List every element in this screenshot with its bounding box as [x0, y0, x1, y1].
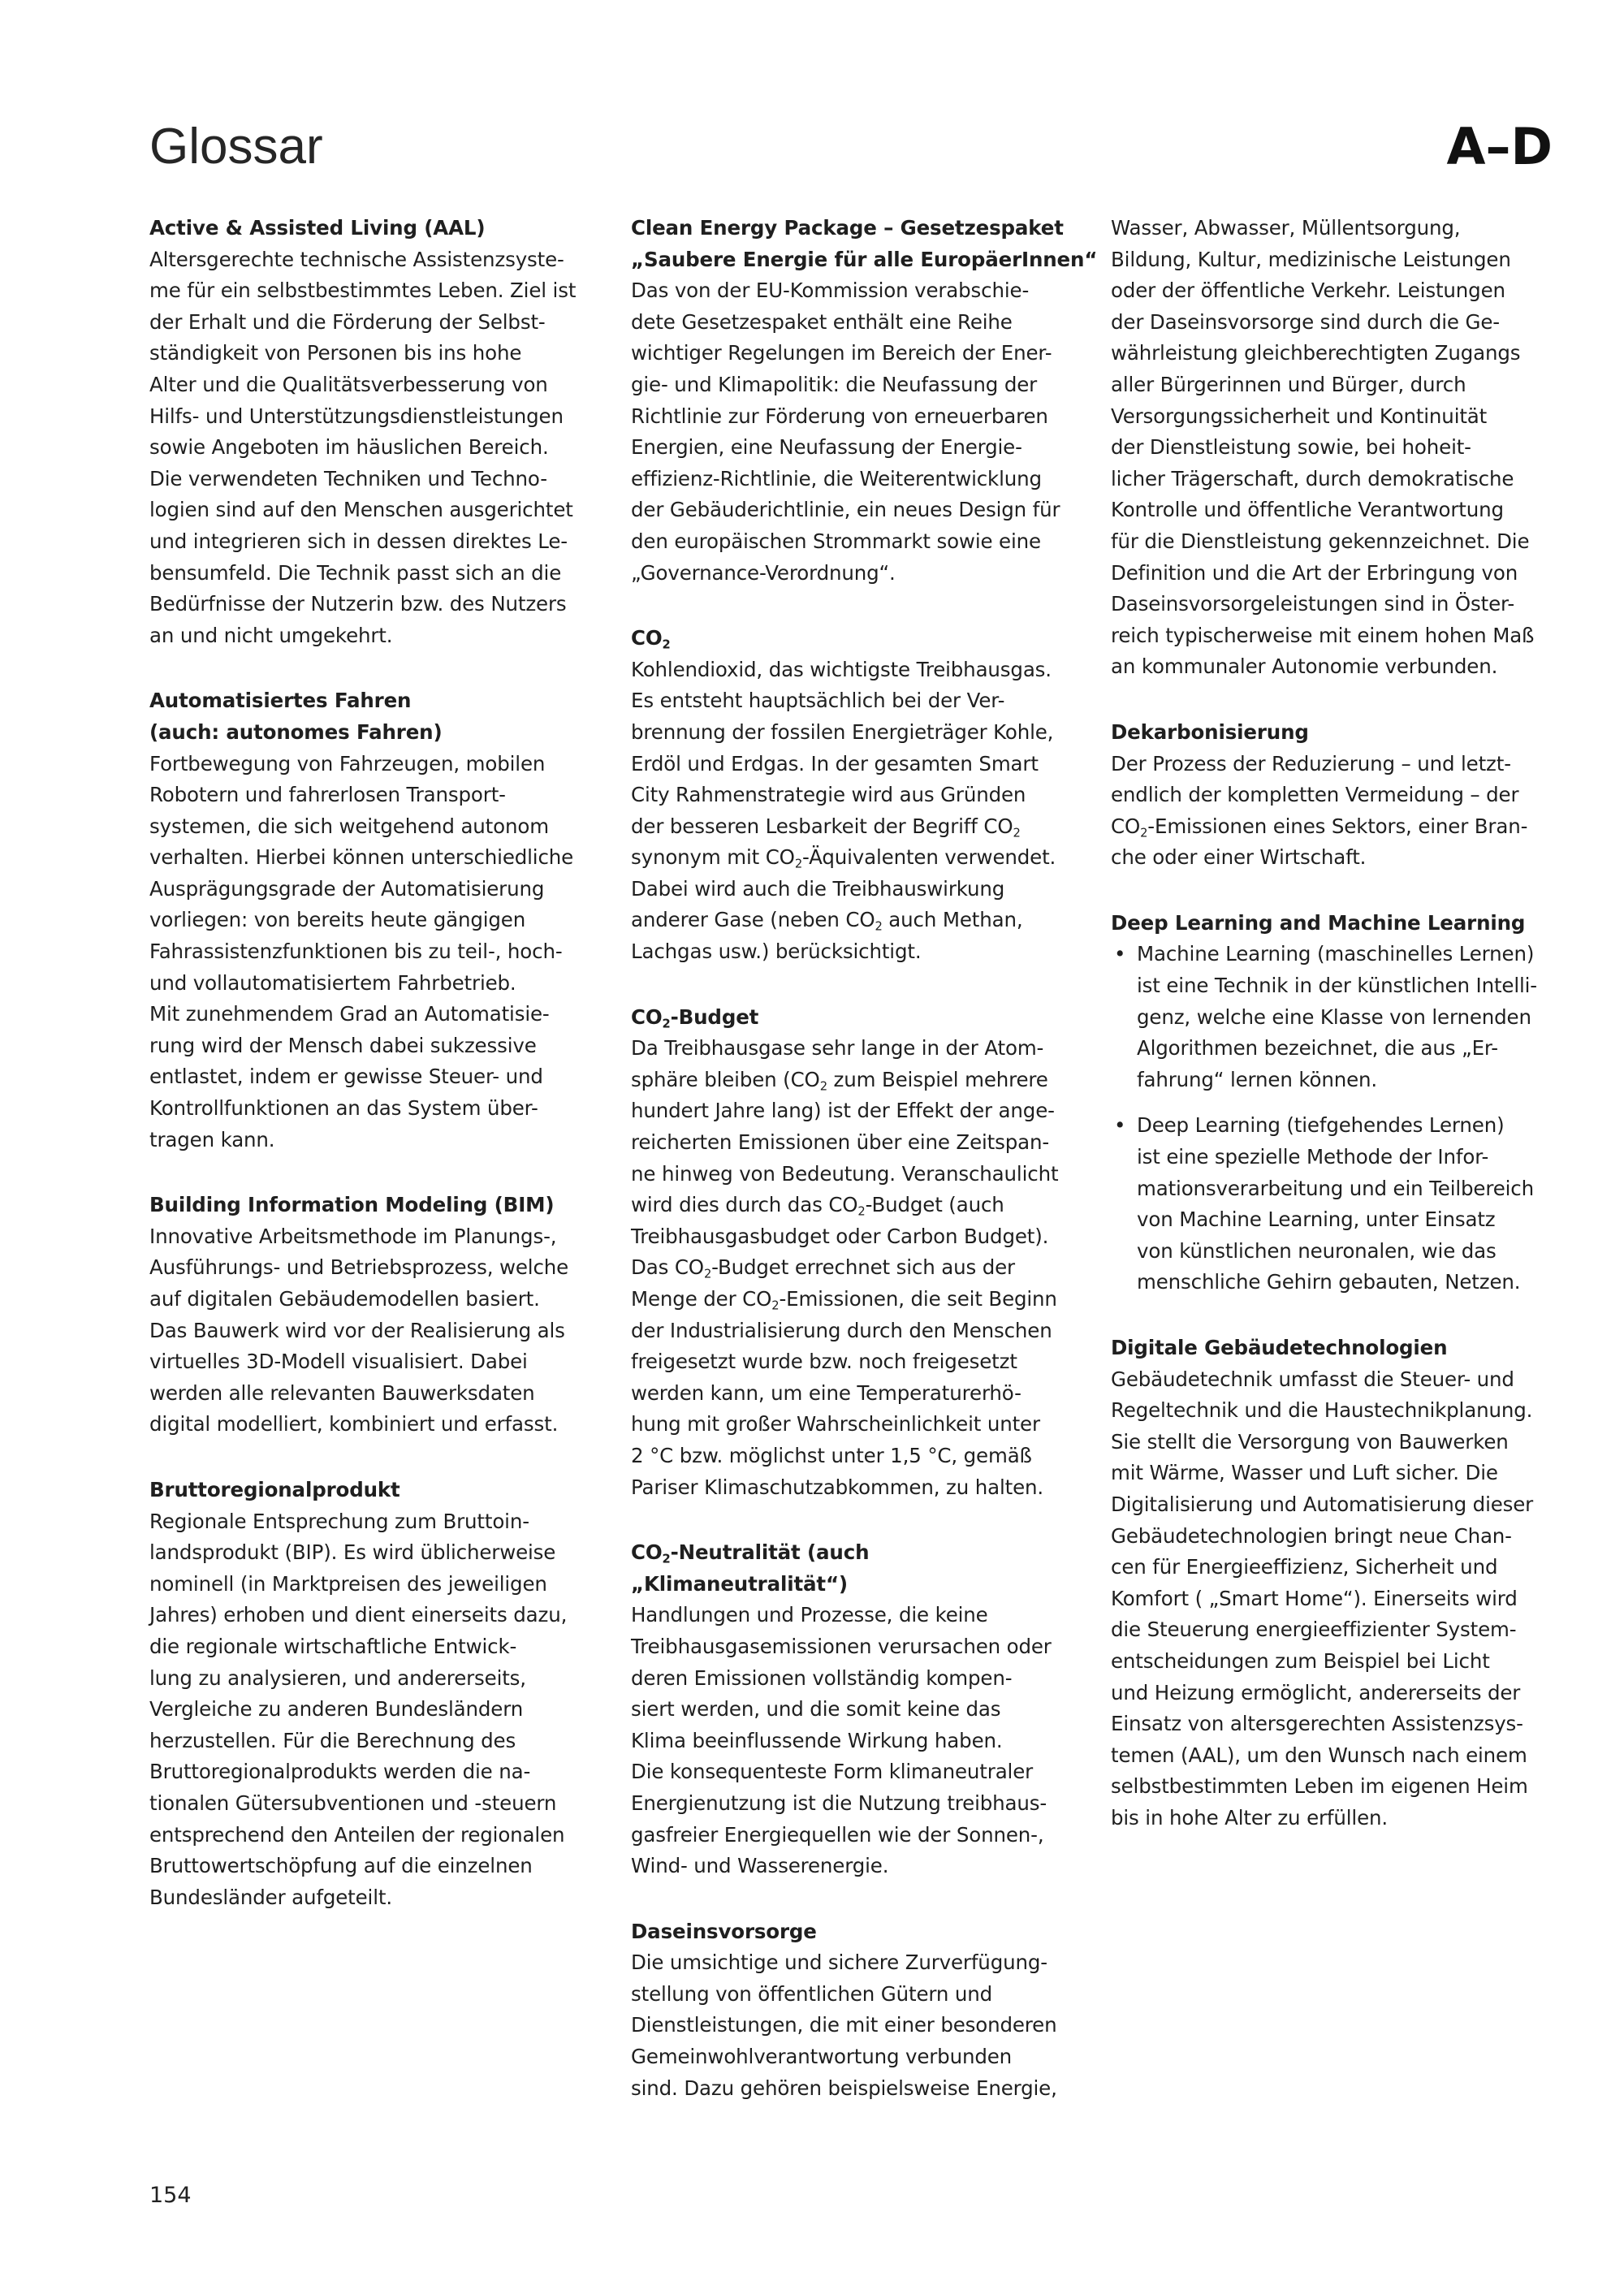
text-line: Jahres) erhoben und dient einerseits dazu, — [149, 1603, 568, 1627]
text-line: Energienutzung ist die Nutzung treibhaus- — [631, 1791, 1047, 1815]
text-line: oder der öffentliche Verkehr. Leistungen — [1111, 279, 1505, 303]
text-line: Energien, eine Neufassung der Energie- — [631, 435, 1022, 460]
entry-co2 — [631, 623, 1078, 968]
text-line: dete Gesetzespaket enthält eine Reihe — [631, 309, 1013, 334]
text-line: bensumfeld. Die Technik passt sich an die — [149, 560, 562, 585]
entry-definition: Kohlendioxid, das wichtigste Treibhausgas. Es entsteht hauptsächlich bei der Ver- brennung der fossilen Energieträger Kohle, Erdöl und Erdgas. In der gesamten Smart City Rahmenstrategie wird aus Gründen der besseren Lesbarkeit der Begriff $CO_2$ synonym mit $CO_2$-Äquivalenten verwendet. Dabei wird auch die Treibhauswirkung anderer Gase (neben $CO_2$ auch Methan, Lachgas usw.) berücksichtigt. — [631, 657, 1056, 964]
entry-term — [631, 213, 1098, 275]
text-line: landsprodukt (BIP). Es wird üblicherweise — [149, 1540, 556, 1565]
text-line: auf digitalen Gebäudemodellen basiert. — [149, 1287, 540, 1311]
text-line: von Machine Learning, unter Einsatz — [1137, 1207, 1496, 1232]
text-line: Gebäudetechnologien bringt neue Chan- — [1111, 1523, 1512, 1548]
list-item — [1111, 939, 1557, 1095]
text-line: Fahrassistenzfunktionen bis zu teil-, hoch- — [149, 940, 563, 964]
text-line: mit Wärme, Wasser und Luft sicher. Die — [1111, 1461, 1498, 1485]
text-line: der Dienstleistung sowie, bei hoheit- — [1111, 435, 1471, 460]
entry-definition — [631, 1600, 1078, 1881]
text-line: Wasser, Abwasser, Müllentsorgung, — [1111, 216, 1461, 240]
entry-definition — [631, 275, 1078, 589]
text-line: sowie Angeboten im häuslichen Bereich. — [149, 435, 549, 460]
text-line: entsprechend den Anteilen der regionalen — [149, 1822, 565, 1847]
letter-range: A–D — [1446, 117, 1553, 176]
entry-digitale-gebaeudetechnologien — [1111, 1333, 1557, 1834]
text-line: an und nicht umgekehrt. — [149, 623, 393, 647]
text-line: temen (AAL), um den Wunsch nach einem — [1111, 1743, 1527, 1767]
entry-term: Daseinsvorsorge — [631, 1919, 817, 1943]
entry-clean-energy-package — [631, 213, 1098, 589]
text-line: Alter und die Qualitätsverbesserung von — [149, 372, 548, 396]
text-line: Machine Learning (maschinelles Lernen) — [1137, 942, 1535, 966]
text-line: währleistung gleichberechtigten Zugangs — [1111, 341, 1521, 365]
column-2 — [631, 213, 1098, 2138]
text-line: vorliegen: von bereits heute gängigen — [149, 908, 526, 932]
text-line: (auch: autonomes Fahren) — [149, 719, 443, 744]
text-line: Bildung, Kultur, medizinische Leistungen — [1111, 247, 1511, 271]
text-line: Clean Energy Package – Gesetzespaket — [631, 216, 1064, 240]
column-1 — [149, 213, 596, 1947]
text-line: von künstlichen neuronalen, wie das — [1137, 1238, 1497, 1263]
text-line: logien sind auf den Menschen ausgerichtet — [149, 498, 573, 522]
entry-term: Digitale Gebäudetechnologien — [1111, 1336, 1448, 1359]
text-line: lung zu analysieren, und andererseits, — [149, 1665, 526, 1690]
entry-definition — [631, 1947, 1078, 2104]
text-line: und integrieren sich in dessen direktes Le- — [149, 529, 568, 553]
entry-term: Building Information Modeling (BIM) — [149, 1193, 555, 1217]
text-line: Das Bauwerk wird vor der Realisierung als — [149, 1318, 565, 1342]
text-line: Innovative Arbeitsmethode im Planungs-, — [149, 1224, 557, 1248]
text-line: an kommunaler Autonomie verbunden. — [1111, 654, 1498, 679]
text-line: herzustellen. Für die Berechnung des — [149, 1728, 516, 1752]
text-line: Bedürfnisse der Nutzerin bzw. des Nutzers — [149, 592, 567, 616]
text-line: Ausführungs- und Betriebsprozess, welche — [149, 1255, 569, 1280]
entry-definition — [149, 749, 596, 1156]
text-line: Einsatz von altersgerechten Assistenzsys- — [1111, 1712, 1523, 1736]
entry-automatisiertes-fahren — [149, 685, 596, 1156]
text-line: Die verwendeten Techniken und Techno- — [149, 466, 547, 490]
list-item — [1111, 1110, 1557, 1298]
bullet-list — [1111, 939, 1557, 1298]
text-line: Algorithmen bezeichnet, die aus „Er- — [1137, 1036, 1498, 1061]
text-line: Robotern und fahrerlosen Transport- — [149, 783, 506, 807]
entry-term: $CO_2$-Neutralität (auch „Klimaneutralität“) — [631, 1540, 870, 1596]
entry-term: $CO_2$-Budget — [631, 1004, 759, 1031]
text-line: Mit zunehmendem Grad an Automatisie- — [149, 1002, 550, 1026]
text-line: Automatisiertes Fahren — [149, 689, 412, 713]
text-line: nominell (in Marktpreisen des jeweiligen — [149, 1571, 547, 1596]
entry-definition: Da Treibhausgase sehr lange in der Atom- sphäre bleiben ($CO_2$ zum Beispiel mehrere hundert Jahre lang) ist der Effekt der ange- reicherten Emissionen über eine Zeitspan- ne hinweg von Bedeutung. Veranschaulicht wird dies durch das $CO_2$-Budget (auch Treibhausgasbudget oder Carbon Budget). Das $CO_2$-Budget errechnet sich aus der Menge der $CO_2$-Emissionen, die seit Beginn der Industrialisierung durch den Menschen freigesetzt wurde bzw. noch freigesetzt werden kann, um eine Temperaturerhö- hung mit großer Wahrscheinlichkeit unter 2 °C bzw. möglichst unter 1,5 °C, gemäß Pariser Klimaschutzabkommen, zu halten. — [631, 1036, 1059, 1499]
text-line: gasfreier Energiequellen wie der Sonnen-, — [631, 1822, 1044, 1847]
entry-daseinsvorsorge-continued — [1111, 213, 1557, 683]
entry-co2-budget — [631, 1002, 1078, 1504]
text-line: verhalten. Hierbei können unterschiedliche — [149, 845, 574, 870]
text-line: effizienz-Richtlinie, die Weiterentwicklung — [631, 466, 1042, 490]
entry-daseinsvorsorge — [631, 1916, 1078, 2105]
entry-bim — [149, 1190, 596, 1441]
entry-definition — [149, 1221, 596, 1441]
entry-co2-neutralitaet — [631, 1537, 1078, 1882]
text-line: me für ein selbstbestimmtes Leben. Ziel ist — [149, 279, 577, 303]
text-line: Vergleiche zu anderen Bundesländern — [149, 1697, 524, 1722]
text-line: Definition und die Art der Erbringung von — [1111, 560, 1518, 585]
text-line: Versorgungssicherheit und Kontinuität — [1111, 404, 1488, 428]
entry-term — [149, 685, 596, 748]
text-line: Regeltechnik und die Haustechnikplanung. — [1111, 1398, 1533, 1423]
text-line: genz, welche eine Klasse von lernenden — [1137, 1004, 1531, 1029]
text-line: Kontrolle und öffentliche Verantwortung — [1111, 498, 1504, 522]
text-line: Dienstleistungen, die mit einer besonderen — [631, 2013, 1057, 2037]
text-line: die Steuerung energieeffizienter System- — [1111, 1618, 1517, 1642]
text-line: deren Emissionen vollständig kompen- — [631, 1665, 1013, 1690]
text-line: der Daseinsvorsorge sind durch die Ge- — [1111, 309, 1500, 334]
page-number: 154 — [149, 2183, 192, 2208]
text-line: Digitalisierung und Automatisierung dieser — [1111, 1492, 1534, 1516]
text-line: ständigkeit von Personen bis ins hohe — [149, 341, 522, 365]
text-line: Regionale Entsprechung zum Bruttoin- — [149, 1509, 529, 1533]
text-line: ist eine Technik in der künstlichen Intelli- — [1137, 974, 1537, 998]
text-line: der Erhalt und die Förderung der Selbst- — [149, 309, 546, 334]
text-line: Komfort ( „Smart Home“). Einerseits wird — [1111, 1586, 1518, 1610]
entry-term: Dekarbonisierung — [1111, 719, 1309, 744]
text-line: virtuelles 3D-Modell visualisiert. Dabei — [149, 1350, 528, 1374]
text-line: werden alle relevanten Bauwerksdaten — [149, 1380, 535, 1405]
text-line: Das von der EU-Kommission verabschie- — [631, 279, 1030, 303]
text-line: Hilfs- und Unterstützungsdienstleistungen — [149, 404, 564, 428]
text-line: systemen, die sich weitgehend autonom — [149, 814, 549, 838]
page-title: Glossar — [149, 119, 323, 175]
bullet-icon: • — [1114, 1113, 1126, 1138]
text-line: sind. Dazu gehören beispielsweise Energie, — [631, 2076, 1057, 2100]
entry-definition — [149, 1506, 596, 1914]
text-line: „Governance-Verordnung“. — [631, 560, 896, 585]
text-line: aller Bürgerinnen und Bürger, durch — [1111, 372, 1466, 396]
text-line: Wind- und Wasserenergie. — [631, 1854, 889, 1878]
text-line: ist eine spezielle Methode der Infor- — [1137, 1145, 1489, 1169]
text-line: reich typischerweise mit einem hohen Maß — [1111, 623, 1535, 647]
entry-definition — [149, 244, 596, 652]
entry-definition: Der Prozess der Reduzierung – und letzt- endlich der kompletten Vermeidung – der $CO_2$-Emissionen eines Sektors, einer Bran- che oder einer Wirtschaft. — [1111, 751, 1528, 870]
text-line: entlastet, indem er gewisse Steuer- und — [149, 1065, 543, 1089]
text-line: Die umsichtige und sichere Zurverfügung- — [631, 1951, 1047, 1975]
bullet-icon: • — [1114, 942, 1126, 966]
text-line: Handlungen und Prozesse, die keine — [631, 1603, 988, 1627]
text-line: tragen kann. — [149, 1127, 275, 1151]
text-line: cen für Energieeffizienz, Sicherheit und — [1111, 1555, 1498, 1579]
text-line: rung wird der Mensch dabei sukzessive — [149, 1033, 537, 1057]
text-line: gie- und Klimapolitik: die Neufassung der — [631, 372, 1038, 396]
text-line: Klima beeinflussende Wirkung haben. — [631, 1728, 1003, 1752]
text-line: digital modelliert, kombiniert und erfasst. — [149, 1412, 559, 1436]
text-line: den europäischen Strommarkt sowie eine — [631, 529, 1041, 553]
text-line: Kontrollfunktionen an das System über- — [149, 1096, 538, 1121]
text-line: siert werden, und die somit keine das — [631, 1697, 1001, 1722]
text-line: wichtiger Regelungen im Bereich der Ener- — [631, 341, 1052, 365]
text-line: die regionale wirtschaftliche Entwick- — [149, 1634, 517, 1658]
entry-term: Deep Learning and Machine Learning — [1111, 910, 1526, 935]
column-3 — [1111, 213, 1557, 1868]
text-line: „Saubere Energie für alle EuropäerInnen“ — [631, 247, 1098, 271]
text-line: selbstbestimmten Leben im eigenen Heim — [1111, 1774, 1528, 1799]
entry-term: Bruttoregionalprodukt — [149, 1477, 400, 1501]
text-line: der Gebäuderichtlinie, ein neues Design für — [631, 498, 1060, 522]
entry-deep-learning — [1111, 908, 1557, 1298]
text-line: tionalen Gütersubventionen und -steuern — [149, 1791, 557, 1815]
text-line: licher Trägerschaft, durch demokratische — [1111, 466, 1514, 490]
text-line: bis in hohe Alter zu erfüllen. — [1111, 1805, 1389, 1830]
text-line: Bruttoregionalprodukts werden die na- — [149, 1760, 531, 1784]
text-line: Gemeinwohlverantwortung verbunden — [631, 2045, 1013, 2069]
entry-term: $CO_2$ — [631, 626, 671, 652]
text-line: Richtlinie zur Förderung von erneuerbaren — [631, 404, 1048, 428]
text-line: Fortbewegung von Fahrzeugen, mobilen — [149, 751, 546, 775]
text-line: fahrung“ lernen können. — [1137, 1067, 1378, 1091]
text-line: Treibhausgasemissionen verursachen oder — [631, 1634, 1052, 1658]
text-line: Die konsequenteste Form klimaneutraler — [631, 1760, 1034, 1784]
text-line: für die Dienstleistung gekennzeichnet. Die — [1111, 529, 1530, 553]
entry-definition — [1111, 1364, 1557, 1834]
text-line: Deep Learning (tiefgehendes Lernen) — [1137, 1113, 1505, 1138]
text-line: Gebäudetechnik umfasst die Steuer- und — [1111, 1367, 1514, 1391]
entry-term: Active & Assisted Living (AAL) — [149, 216, 486, 240]
text-line: stellung von öffentlichen Gütern und — [631, 1981, 993, 2006]
text-line: Sie stellt die Versorgung von Bauwerken — [1111, 1429, 1509, 1454]
entry-aal — [149, 213, 596, 651]
entry-definition — [1111, 213, 1557, 683]
text-line: und vollautomatisiertem Fahrbetrieb. — [149, 970, 516, 995]
text-line: entscheidungen zum Beispiel bei Licht — [1111, 1648, 1490, 1673]
text-line: Bundesländer aufgeteilt. — [149, 1885, 392, 1909]
text-line: menschliche Gehirn gebauten, Netzen. — [1137, 1270, 1521, 1294]
text-line: Daseinsvorsorgeleistungen sind in Öster- — [1111, 592, 1515, 616]
text-line: und Heizung ermöglicht, andererseits der — [1111, 1680, 1521, 1704]
entry-dekarbonisierung — [1111, 717, 1557, 874]
entry-bruttoregionalprodukt — [149, 1475, 596, 1913]
text-line: mationsverarbeitung und ein Teilbereich — [1137, 1176, 1535, 1200]
text-line: Ausprägungsgrade der Automatisierung — [149, 876, 545, 901]
text-line: Bruttowertschöpfung auf die einzelnen — [149, 1854, 533, 1878]
text-line: Altersgerechte technische Assistenzsyste- — [149, 247, 564, 271]
